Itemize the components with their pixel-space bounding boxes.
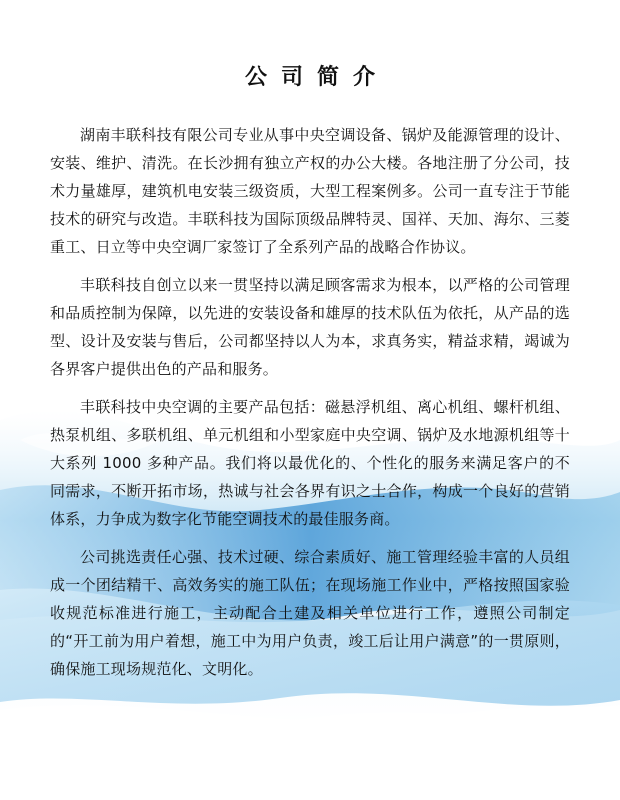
- wash-bottom-fade: [0, 705, 620, 800]
- page-title: 公司简介: [244, 65, 389, 90]
- paragraph-products: 丰联科技中央空调的主要产品包括：磁悬浮机组、离心机组、螺杆机组、热泵机组、多联机组、单元机组和小型家庭中央空调、锅炉及水地源机组等十大系列 1000 多种产品。我们将以最优化的、个性化的服务来满足客户的不同需求，不断开拓市场，热诚与社会各界有识之士合作，构成一个良好的营销体系，力争成为数字化节能空调技术的最佳服务商。: [50, 398, 570, 528]
- paragraph-construction-team: 公司挑选责任心强、技术过硬、综合素质好、施工管理经验丰富的人员组成一个团结精干、高效务实的施工队伍；在现场施工作业中，严格按照国家验收规范标准进行施工，主动配合土建及相关单位进行工作，遵照公司制定的“开工前为用户着想，施工中为用户负责，竣工后让用户满意”的一贯原则，确保施工现场规范化、文明化。: [50, 548, 570, 678]
- paragraph-intro: 湖南丰联科技有限公司专业从事中央空调设备、锅炉及能源管理的设计、安装、维护、清洗。在长沙拥有独立产权的办公大楼。各地注册了分公司，技术力量雄厚，建筑机电安装三级资质，大型工程案例多。公司一直专注于节能技术的研究与改造。丰联科技为国际顶级品牌特灵、国祥、天加、海尔、三菱重工、日立等中央空调厂家签订了全系列产品的战略合作协议。: [50, 126, 570, 256]
- body-text: [50, 121, 570, 683]
- paragraph-philosophy: 丰联科技自创立以来一贯坚持以满足顾客需求为根本，以严格的公司管理和品质控制为保障，以先进的安装设备和雄厚的技术队伍为依托，从产品的选型、设计及安装与售后，公司都坚持以人为本，求真务实，精益求精，竭诚为各界客户提供出色的产品和服务。: [50, 276, 570, 378]
